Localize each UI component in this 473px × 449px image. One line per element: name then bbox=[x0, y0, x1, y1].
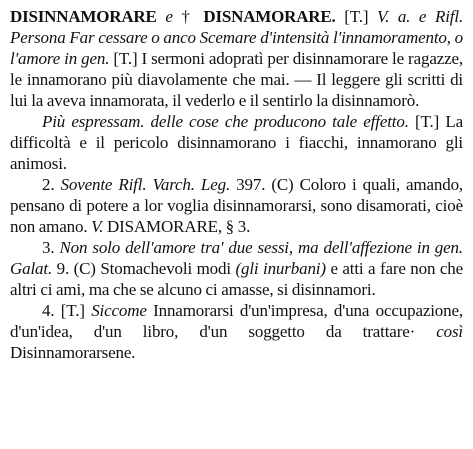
sense-3-number: 3. bbox=[42, 238, 55, 257]
definition-1: Persona Far cessare o anco Scemare d'intensità l'innamoramento, o l'amore in gen. bbox=[10, 28, 463, 68]
example-1: [T.] I sermoni adopratì per disinnamorare le ragazze, le innamorano più diavolamente che mai. — Il leggere gli scritti di lui la aveva innamorata, il vederlo e il sentirlo la disinnamorò. bbox=[10, 49, 463, 110]
sense-2-paragraph bbox=[10, 174, 463, 237]
sense-3-text-a: 9. (C) Stomachevoli modi bbox=[56, 259, 231, 278]
sense-4-tag: [T.] bbox=[60, 301, 85, 320]
sense-3-text-b: e atti a fare non che altri ci ami, ma che se alcuno ci amasse, si disinnamori. bbox=[10, 259, 464, 299]
headword: DISINNAMORARE bbox=[10, 7, 157, 26]
sense-4-paragraph bbox=[10, 300, 463, 363]
entry-main-paragraph bbox=[10, 6, 463, 111]
part-of-speech: V. a. e Rifl. bbox=[377, 7, 464, 26]
sense-4-text: Innamorarsi d'un'impresa, d'una occupazione, d'un'idea, d'un libro, d'un soggetto da trattare· bbox=[10, 301, 463, 341]
sense-1-definition: Più espressam. delle cose che producono tale effetto. bbox=[42, 112, 409, 131]
sense-3-parenthetical: (gli inurbani) bbox=[235, 259, 326, 278]
sense-1-paragraph bbox=[10, 111, 463, 174]
dagger-mark: † bbox=[181, 7, 195, 26]
sense-2-text: 397. (C) Coloro i quali, amando, pensano di potere a lor voglia disinnamorarsi, sono disamorati, cioè non amano. bbox=[10, 175, 464, 236]
sense-3-definition: Non solo dell'amore tra' due sessi, ma dell'affezione in gen. bbox=[59, 238, 463, 257]
sense-3-source: Galat. bbox=[10, 259, 53, 278]
sense-2-see: V. bbox=[91, 217, 104, 236]
sense-4-end: Disinnamorarsene. bbox=[10, 343, 136, 362]
sense-1-example: [T.] La difficoltà e il pericolo disinnamorano i fiacchi, innamorano gli animosi. bbox=[10, 112, 463, 173]
sense-2-source: Varch. Leg. bbox=[152, 175, 231, 194]
sense-4-cosi: così bbox=[436, 322, 463, 341]
sense-4-number: 4. bbox=[42, 301, 55, 320]
conjunction: e bbox=[165, 7, 173, 26]
sense-2-cross-reference: DISAMORARE, § 3. bbox=[106, 217, 251, 236]
sense-3-paragraph bbox=[10, 237, 463, 300]
variant-headword: DISNAMORARE. bbox=[203, 7, 336, 26]
dictionary-entry bbox=[10, 6, 463, 363]
sense-4-definition: Siccome bbox=[91, 301, 147, 320]
sense-2-definition: Sovente Rifl. bbox=[60, 175, 147, 194]
source-tag: [T.] bbox=[344, 7, 369, 26]
sense-2-number: 2. bbox=[42, 175, 55, 194]
